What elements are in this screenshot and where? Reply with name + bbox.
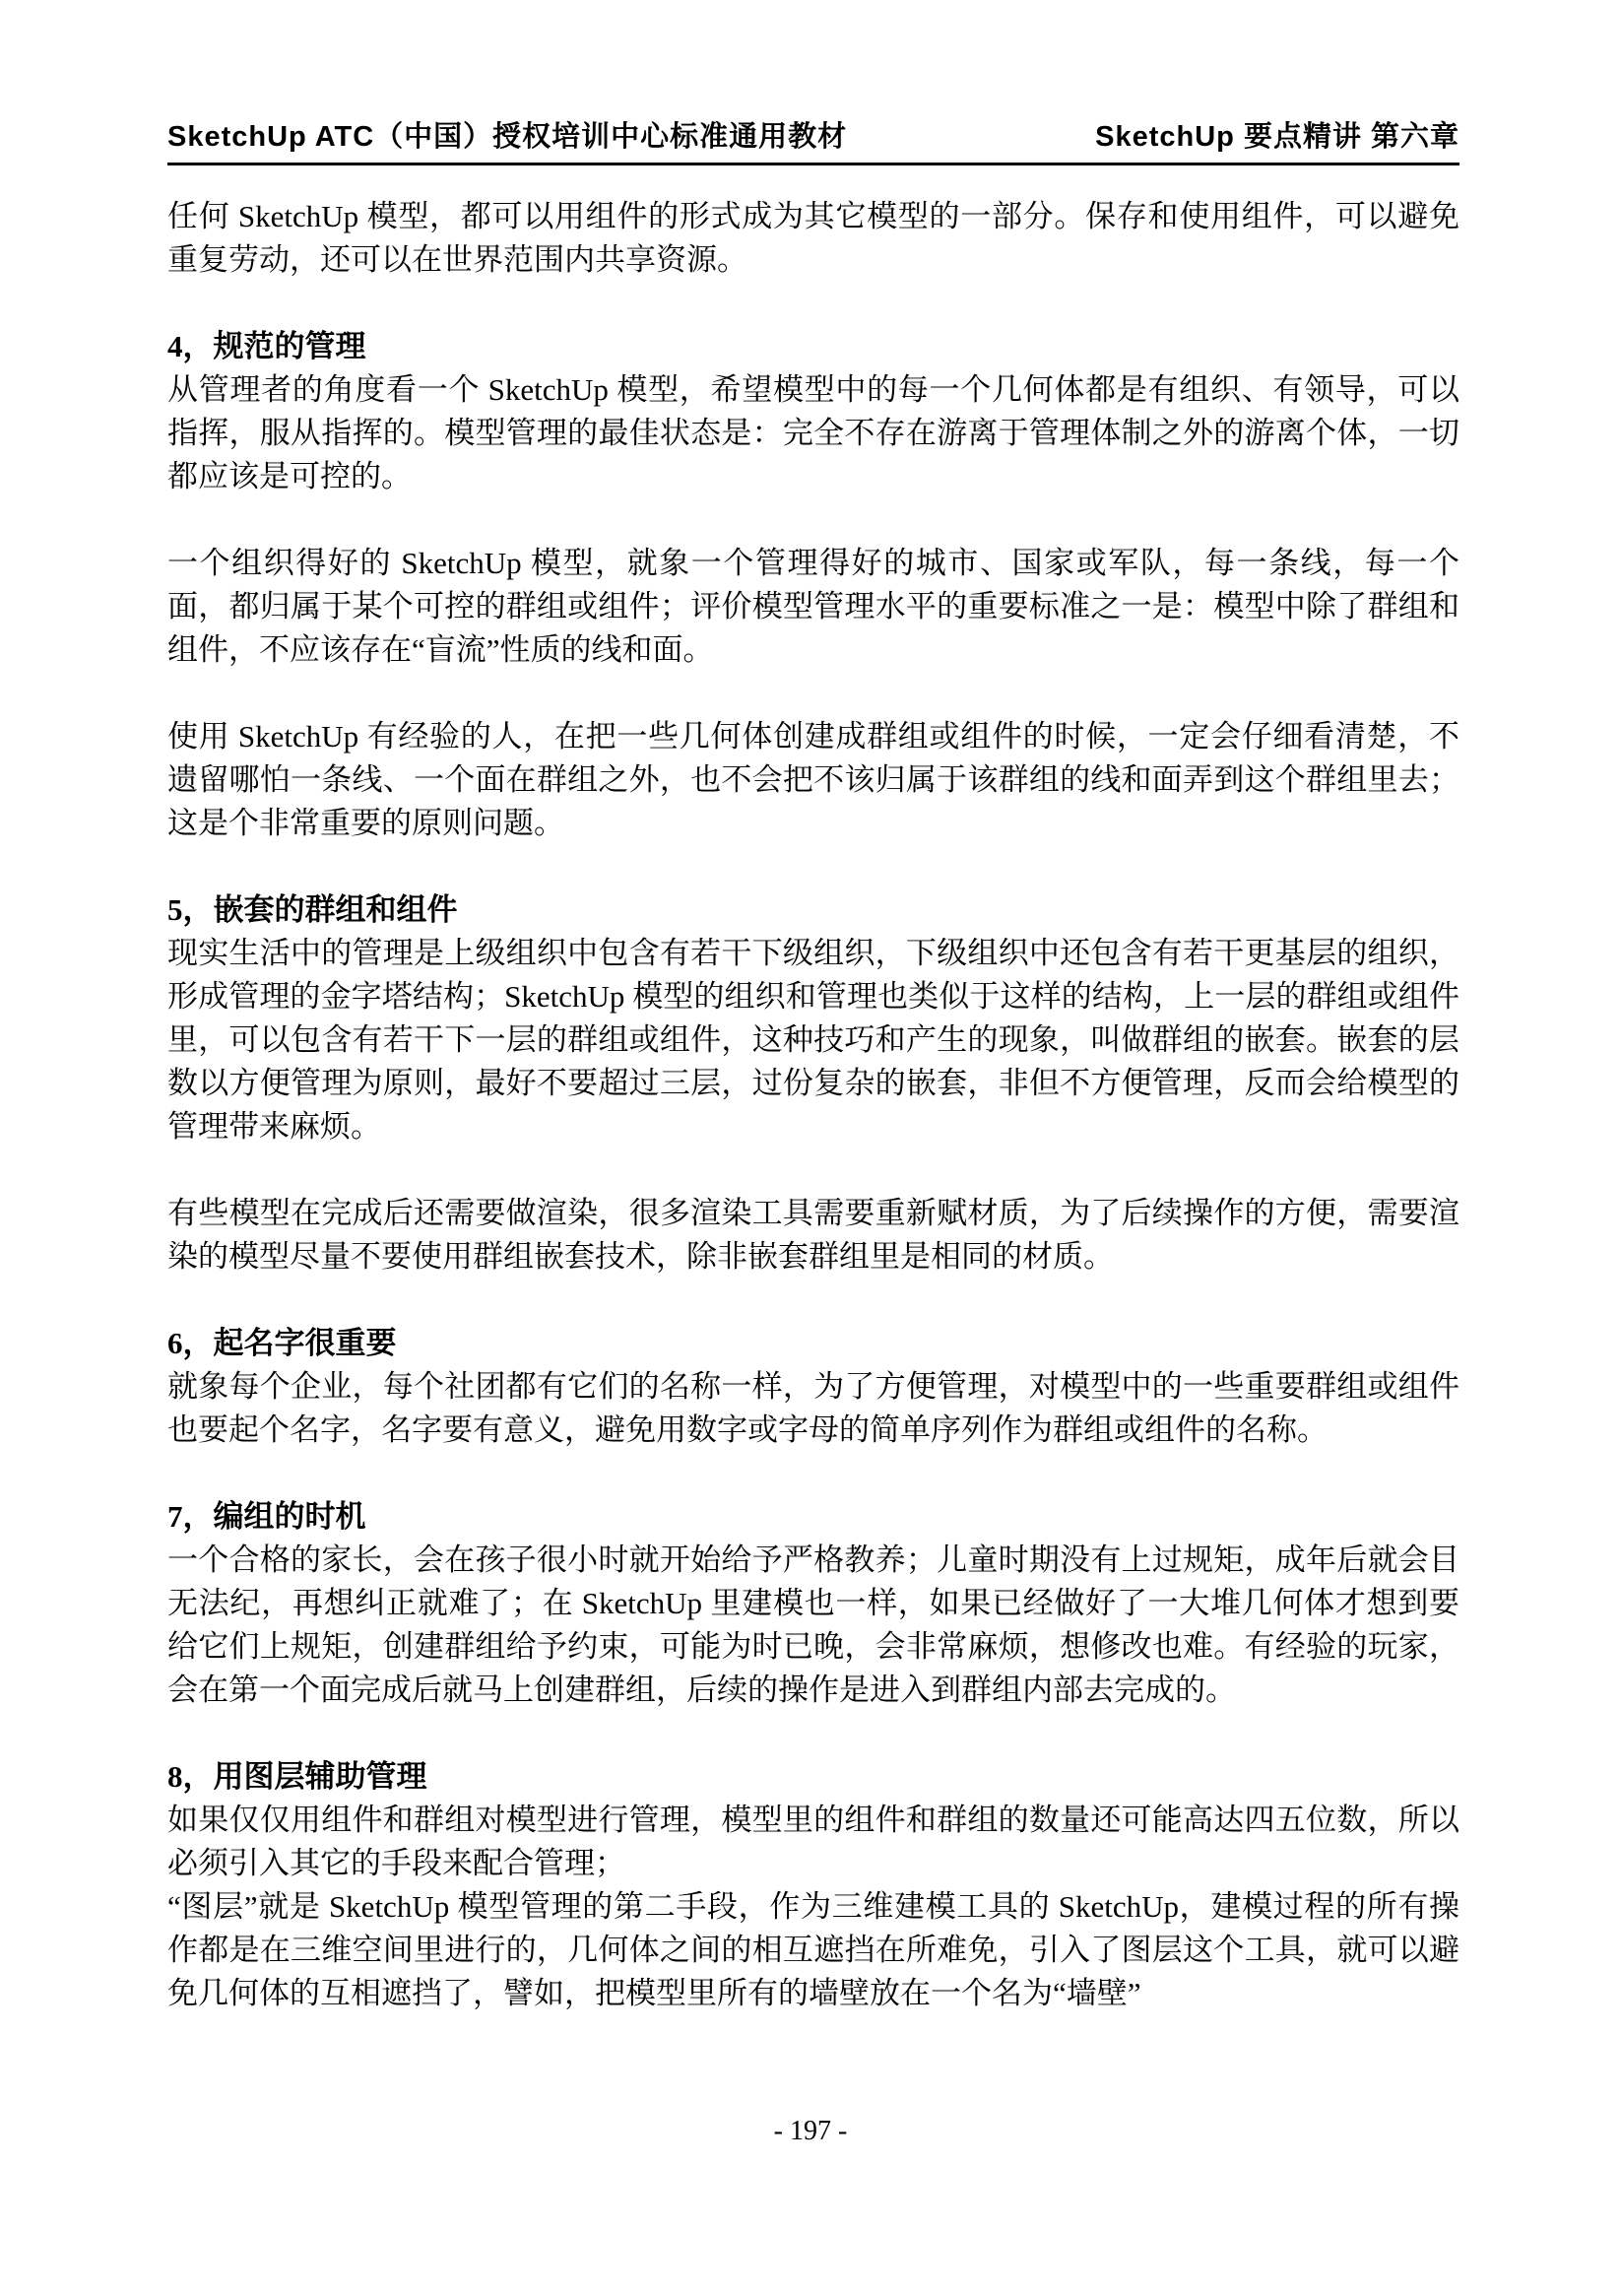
page-number: - 197 - bbox=[773, 2116, 848, 2146]
section-heading: 6，起名字很重要 bbox=[167, 1326, 397, 1360]
section-heading: 5，嵌套的群组和组件 bbox=[167, 892, 458, 927]
paragraph: 使用 SketchUp 有经验的人，在把一些几何体创建成群组或组件的时候，一定会仔细看清楚，不遗留哪怕一条线、一个面在群组之外，也不会把不该归属于该群组的线和面弄到这个群组里去；这是个非常重要的原则问题。 bbox=[167, 719, 1459, 840]
paragraph: 从管理者的角度看一个 SketchUp 模型，希望模型中的每一个几何体都是有组织、有领导，可以指挥，服从指挥的。模型管理的最佳状态是：完全不存在游离于管理体制之外的游离个体，一切都应该是可控的。 bbox=[167, 372, 1459, 493]
paragraph: 一个组织得好的 SketchUp 模型，就象一个管理得好的城市、国家或军队，每一条线，每一个面，都归属于某个可控的群组或组件；评价模型管理水平的重要标准之一是：模型中除了群组和组件，不应该存在“盲流”性质的线和面。 bbox=[167, 546, 1459, 667]
document-content bbox=[167, 195, 1459, 2059]
section-heading: 8，用图层辅助管理 bbox=[167, 1759, 427, 1794]
header-left-title: SketchUp ATC（中国）授权培训中心标准通用教材 bbox=[167, 121, 848, 153]
header-right-title: SketchUp 要点精讲 第六章 bbox=[1095, 121, 1459, 153]
page-footer bbox=[0, 2116, 1621, 2147]
paragraph: 现实生活中的管理是上级组织中包含有若干下级组织，下级组织中还包含有若干更基层的组织，形成管理的金字塔结构；SketchUp 模型的组织和管理也类似于这样的结构，上一层的群组或组件里，可以包含有若干下一层的群组或组件，这种技巧和产生的现象，叫做群组的嵌套。嵌套的层数以方便管理为原则，最好不要超过三层，过份复杂的嵌套，非但不方便管理，反而会给模型的管理带来麻烦。 bbox=[167, 936, 1459, 1144]
page-header bbox=[167, 114, 1459, 165]
paragraph: 有些模型在完成后还需要做渲染，很多渲染工具需要重新赋材质，为了后续操作的方便，需要渲染的模型尽量不要使用群组嵌套技术，除非嵌套群组里是相同的材质。 bbox=[167, 1196, 1459, 1274]
paragraph: 一个合格的家长，会在孩子很小时就开始给予严格教养；儿童时期没有上过规矩，成年后就会目无法纪，再想纠正就难了；在 SketchUp 里建模也一样，如果已经做好了一大堆几何体才想到要给它们上规矩，创建群组给予约束，可能为时已晚，会非常麻烦，想修改也难。有经验的玩家，会在第一个面完成后就马上创建群组，后续的操作是进入到群组内部去完成的。 bbox=[167, 1542, 1459, 1707]
paragraph: 任何 SketchUp 模型，都可以用组件的形式成为其它模型的一部分。保存和使用组件，可以避免重复劳动，还可以在世界范围内共享资源。 bbox=[167, 199, 1459, 277]
section-heading: 4，规范的管理 bbox=[167, 329, 366, 363]
paragraph: “图层”就是 SketchUp 模型管理的第二手段，作为三维建模工具的 SketchUp，建模过程的所有操作都是在三维空间里进行的，几何体之间的相互遮挡在所难免，引入了图层这个工具，就可以避免几何体的互相遮挡了，譬如，把模型里所有的墙壁放在一个名为“墙壁” bbox=[167, 1889, 1459, 2010]
section-heading: 7，编组的时机 bbox=[167, 1499, 366, 1534]
paragraph: 如果仅仅用组件和群组对模型进行管理，模型里的组件和群组的数量还可能高达四五位数，所以必须引入其它的手段来配合管理； bbox=[167, 1803, 1459, 1880]
paragraph: 就象每个企业，每个社团都有它们的名称一样，为了方便管理，对模型中的一些重要群组或组件也要起个名字，名字要有意义，避免用数字或字母的简单序列作为群组或组件的名称。 bbox=[167, 1369, 1459, 1447]
